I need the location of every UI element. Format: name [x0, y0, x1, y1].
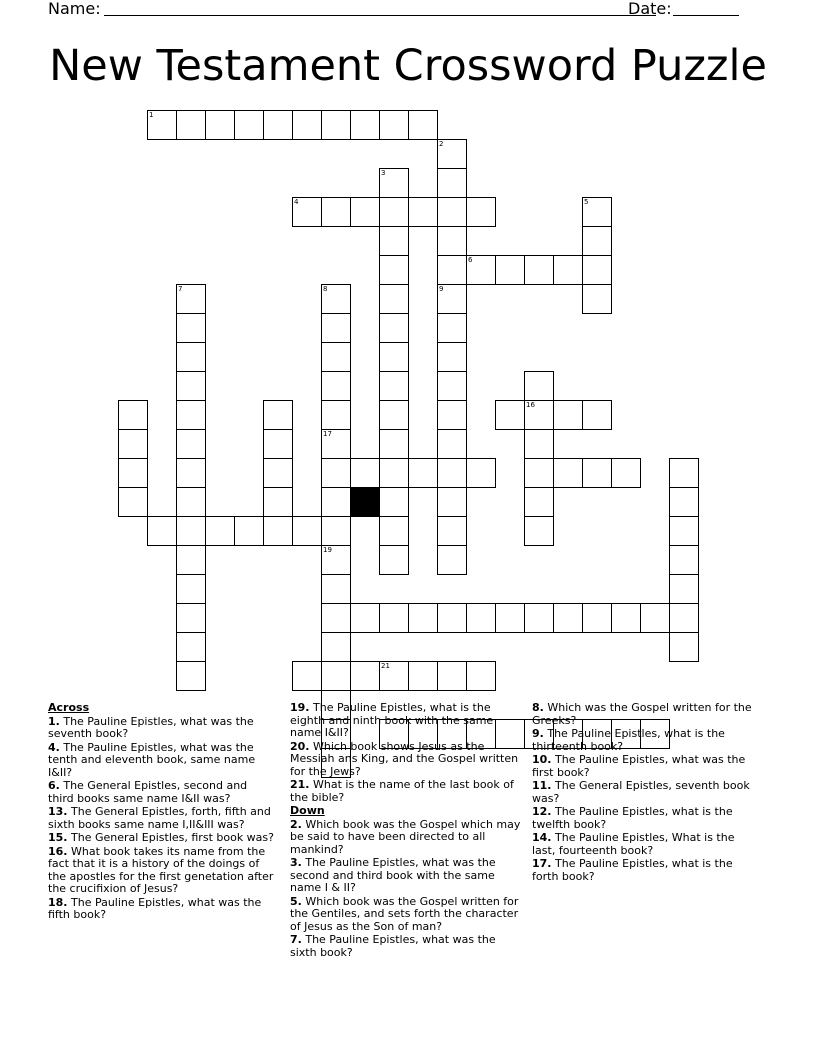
grid-cell[interactable] [582, 255, 612, 285]
grid-cell[interactable] [118, 458, 148, 488]
clue-across-13: 13. The General Epistles, forth, fifth and sixth books same name I,II&III was? [48, 805, 271, 831]
clue-number: 19 [323, 546, 332, 554]
grid-cell[interactable] [205, 516, 235, 546]
grid-cell[interactable] [524, 371, 554, 401]
grid-cell[interactable] [379, 342, 409, 372]
black-square [350, 487, 380, 517]
clue-across-4: 4. The Pauline Epistles, what was the tenth and eleventh book, same name I&II? [48, 740, 256, 779]
grid-cell[interactable] [553, 400, 583, 430]
grid-cell[interactable] [379, 110, 409, 140]
grid-cell[interactable] [263, 400, 293, 430]
grid-cell[interactable] [408, 661, 438, 691]
grid-cell[interactable] [350, 603, 380, 633]
grid-cell[interactable] [437, 139, 467, 169]
grid-cell[interactable] [176, 603, 206, 633]
grid-cell[interactable] [379, 400, 409, 430]
down-heading: Down [290, 804, 325, 817]
grid-cell[interactable] [118, 487, 148, 517]
grid-cell[interactable] [524, 516, 554, 546]
grid-cell[interactable] [437, 226, 467, 256]
clue-number: 7 [178, 285, 183, 293]
grid-cell[interactable] [437, 487, 467, 517]
clue-number: 17 [323, 430, 332, 438]
page-title: New Testament Crossword Puzzle [49, 41, 767, 91]
grid-cell[interactable] [408, 110, 438, 140]
grid-cell[interactable] [466, 661, 496, 691]
grid-cell[interactable] [263, 487, 293, 517]
grid-cell[interactable] [234, 516, 264, 546]
grid-cell[interactable] [437, 313, 467, 343]
grid-cell[interactable] [669, 458, 699, 488]
grid-cell[interactable] [524, 487, 554, 517]
grid-cell[interactable] [234, 110, 264, 140]
grid-cell[interactable] [176, 545, 206, 575]
grid-cell[interactable] [611, 603, 641, 633]
grid-cell[interactable] [379, 603, 409, 633]
grid-cell[interactable] [524, 429, 554, 459]
clue-number: 6 [468, 256, 473, 264]
grid-cell[interactable] [408, 197, 438, 227]
grid-cell[interactable] [176, 313, 206, 343]
grid-cell[interactable] [611, 458, 641, 488]
grid-cell[interactable] [669, 574, 699, 604]
grid-cell[interactable] [408, 603, 438, 633]
clue-down-8: 8. Which was the Gospel written for the Greeks? [532, 701, 752, 727]
clue-down-11: 11. The General Epistles, seventh book was? [532, 779, 750, 805]
grid-cell[interactable] [437, 342, 467, 372]
grid-cell[interactable] [118, 400, 148, 430]
clue-number: 2 [439, 140, 444, 148]
clues-column-2 [290, 702, 524, 960]
grid-cell[interactable] [379, 168, 409, 198]
clue-number: 9 [439, 285, 444, 293]
grid-cell[interactable] [176, 458, 206, 488]
grid-cell[interactable] [176, 574, 206, 604]
grid-cell[interactable] [524, 603, 554, 633]
grid-cell[interactable] [524, 400, 554, 430]
grid-cell[interactable] [321, 110, 351, 140]
grid-cell[interactable] [147, 516, 177, 546]
grid-cell[interactable] [321, 487, 351, 517]
grid-cell[interactable] [669, 632, 699, 662]
grid-cell[interactable] [321, 603, 351, 633]
grid-cell[interactable] [321, 429, 351, 459]
grid-cell[interactable] [321, 197, 351, 227]
grid-cell[interactable] [176, 371, 206, 401]
grid-cell[interactable] [437, 400, 467, 430]
grid-cell[interactable] [495, 255, 525, 285]
grid-cell[interactable] [437, 545, 467, 575]
grid-cell[interactable] [321, 400, 351, 430]
grid-cell[interactable] [176, 110, 206, 140]
grid-cell[interactable] [147, 110, 177, 140]
grid-cell[interactable] [263, 429, 293, 459]
grid-cell[interactable] [292, 516, 322, 546]
grid-cell[interactable] [350, 458, 380, 488]
grid-cell[interactable] [118, 429, 148, 459]
grid-cell[interactable] [408, 458, 438, 488]
grid-cell[interactable] [495, 603, 525, 633]
grid-cell[interactable] [437, 197, 467, 227]
clue-number: 5 [584, 198, 589, 206]
grid-cell[interactable] [437, 458, 467, 488]
grid-cell[interactable] [466, 255, 496, 285]
clue-down-17: 17. The Pauline Epistles, what is the forth book? [532, 857, 733, 883]
clue-down-3: 3. The Pauline Epistles, what was the second and third book with the same name I & II? [290, 856, 496, 894]
clue-number: 8 [323, 285, 328, 293]
grid-cell[interactable] [292, 197, 322, 227]
grid-cell[interactable] [553, 603, 583, 633]
clue-across-20: 20. Which book shows Jesus as the Messiah ans King, and the Gospel written for the Jews? [290, 739, 519, 778]
grid-cell[interactable] [379, 284, 409, 314]
across-heading: Across [48, 701, 90, 714]
grid-cell[interactable] [379, 545, 409, 575]
grid-cell[interactable] [176, 661, 206, 691]
clues-column-3 [532, 702, 760, 884]
grid-cell[interactable] [292, 110, 322, 140]
grid-cell[interactable] [466, 603, 496, 633]
grid-cell[interactable] [176, 400, 206, 430]
clue-across-16: 16. What book takes its name from the fact that it is a history of the doings of the apostles for the first genetation after the crucifixion of Jesus? [48, 844, 274, 895]
grid-cell[interactable] [263, 458, 293, 488]
grid-cell[interactable] [321, 516, 351, 546]
grid-cell[interactable] [321, 661, 351, 691]
grid-cell[interactable] [582, 284, 612, 314]
clue-number: 21 [381, 662, 390, 670]
grid-cell[interactable] [582, 226, 612, 256]
grid-cell[interactable] [321, 632, 351, 662]
grid-cell[interactable] [640, 603, 670, 633]
grid-cell[interactable] [379, 197, 409, 227]
grid-cell[interactable] [669, 516, 699, 546]
grid-cell[interactable] [437, 661, 467, 691]
grid-cell[interactable] [321, 574, 351, 604]
grid-cell[interactable] [437, 603, 467, 633]
grid-cell[interactable] [437, 516, 467, 546]
grid-cell[interactable] [263, 516, 293, 546]
clue-number: 1 [149, 111, 154, 119]
clue-number: 4 [294, 198, 299, 206]
grid-cell[interactable] [379, 458, 409, 488]
grid-cell[interactable] [524, 255, 554, 285]
grid-cell[interactable] [437, 168, 467, 198]
grid-cell[interactable] [669, 487, 699, 517]
clue-down-2: 2. Which book was the Gospel which may be said to have been directed to all mankind? [290, 817, 521, 856]
grid-cell[interactable] [466, 458, 496, 488]
grid-cell[interactable] [582, 400, 612, 430]
grid-cell[interactable] [524, 458, 554, 488]
grid-cell[interactable] [437, 429, 467, 459]
grid-cell[interactable] [321, 342, 351, 372]
clue-down-10: 10. The Pauline Epistles, what was the first book? [532, 753, 746, 779]
grid-cell[interactable] [176, 516, 206, 546]
grid-cell[interactable] [321, 284, 351, 314]
grid-cell[interactable] [350, 197, 380, 227]
clue-number: 16 [526, 401, 535, 409]
clue-down-9: 9. The Pauline Epistles, what is the thirteenth book? [532, 727, 725, 753]
clue-across-18: 18. The Pauline Epistles, what was the fifth book? [48, 895, 262, 921]
grid-cell[interactable] [176, 487, 206, 517]
clue-across-21: 21. What is the name of the last book of the bible? [290, 778, 514, 804]
grid-cell[interactable] [176, 284, 206, 314]
grid-cell[interactable] [379, 313, 409, 343]
grid-cell[interactable] [350, 110, 380, 140]
clue-down-12: 12. The Pauline Epistles, what is the twelfth book? [532, 805, 733, 831]
grid-cell[interactable] [321, 313, 351, 343]
date-label: Date: [628, 0, 672, 18]
grid-cell[interactable] [350, 661, 380, 691]
clue-down-14: 14. The Pauline Epistles, What is the last, fourteenth book? [532, 831, 735, 857]
clue-down-7: 7. The Pauline Epistles, what was the sixth book? [290, 933, 496, 959]
grid-cell[interactable] [582, 458, 612, 488]
grid-cell[interactable] [321, 458, 351, 488]
grid-cell[interactable] [321, 371, 351, 401]
grid-cell[interactable] [379, 255, 409, 285]
grid-cell[interactable] [176, 342, 206, 372]
grid-cell[interactable] [379, 371, 409, 401]
grid-cell[interactable] [176, 632, 206, 662]
clues-column-1 [48, 702, 274, 923]
grid-cell[interactable] [582, 197, 612, 227]
grid-cell[interactable] [437, 284, 467, 314]
grid-cell[interactable] [379, 226, 409, 256]
grid-cell[interactable] [205, 110, 235, 140]
clue-across-15: 15. The General Epistles, first book was? [48, 831, 274, 844]
grid-cell[interactable] [437, 255, 467, 285]
grid-cell[interactable] [466, 197, 496, 227]
grid-cell[interactable] [321, 545, 351, 575]
grid-cell[interactable] [669, 545, 699, 575]
grid-cell[interactable] [669, 603, 699, 633]
clue-number: 3 [381, 169, 386, 177]
grid-cell[interactable] [379, 516, 409, 546]
grid-cell[interactable] [437, 371, 467, 401]
grid-cell[interactable] [553, 458, 583, 488]
grid-cell[interactable] [379, 429, 409, 459]
grid-cell[interactable] [379, 487, 409, 517]
grid-cell[interactable] [553, 255, 583, 285]
grid-cell[interactable] [379, 661, 409, 691]
grid-cell[interactable] [292, 661, 322, 691]
clue-across-19: 19. The Pauline Epistles, what is the eighth and ninth book with the same name I&II? [290, 701, 494, 739]
clue-across-6: 6. The General Epistles, second and third books same name I&II was? [48, 779, 248, 805]
clue-across-1: 1. The Pauline Epistles, what was the seventh book? [48, 714, 254, 740]
grid-cell[interactable] [582, 603, 612, 633]
clue-down-5: 5. Which book was the Gospel written for the Gentiles, and sets forth the character of Jesus as the Son of man? [290, 894, 519, 933]
grid-cell[interactable] [176, 429, 206, 459]
grid-cell[interactable] [263, 110, 293, 140]
name-label: Name: [48, 0, 101, 18]
grid-cell[interactable] [495, 400, 525, 430]
